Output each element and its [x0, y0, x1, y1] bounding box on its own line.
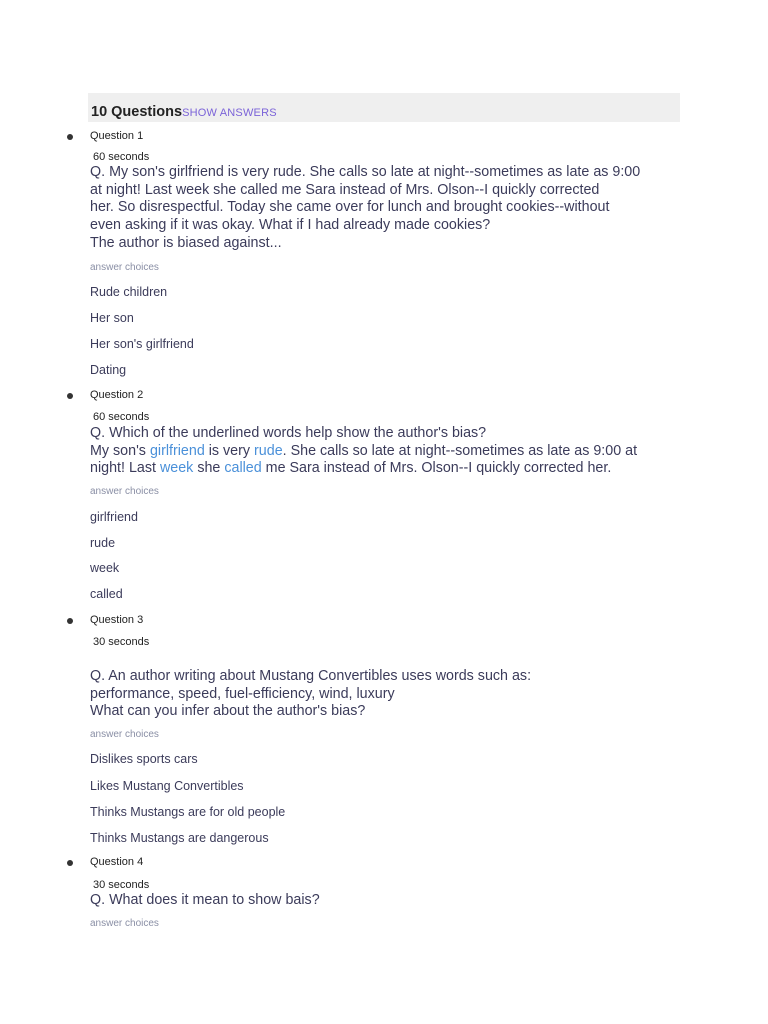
question-text-line: at night! Last week she called me Sara instead of Mrs. Olson--I quickly corrected: [90, 181, 600, 198]
text-span: . She calls so late at night--sometimes as late as 9:00 at: [282, 442, 638, 459]
question-text: [90, 892, 690, 910]
question-text-line: The author is biased against...: [90, 234, 282, 251]
quiz-header: [88, 93, 680, 122]
answer-choices-label: answer choices: [90, 729, 159, 740]
question-label: Question 4: [90, 856, 144, 868]
underlined-word-girlfriend: girlfriend: [149, 442, 205, 459]
answer-choice[interactable]: Her son: [90, 311, 134, 325]
answer-choices-label: answer choices: [90, 262, 159, 273]
question-text-line: [90, 460, 690, 478]
underlined-word-week: week: [159, 460, 194, 477]
answer-choice[interactable]: rude: [90, 536, 116, 550]
question-text-line: Q. An author writing about Mustang Convertibles uses words such as:: [90, 668, 532, 684]
answer-choice[interactable]: Likes Mustang Convertibles: [90, 779, 244, 793]
bullet-icon: [67, 618, 73, 624]
answer-choice[interactable]: week: [90, 561, 120, 575]
question-label: Question 1: [90, 130, 144, 142]
question-label: Question 3: [90, 614, 144, 626]
bullet-icon: [67, 860, 73, 866]
question-label: Question 2: [90, 389, 144, 401]
question-text-line: What can you infer about the author's bias?: [90, 703, 366, 720]
question-time: 30 seconds: [93, 879, 150, 891]
answer-choice[interactable]: Dating: [90, 363, 127, 377]
question-time: 30 seconds: [93, 636, 150, 648]
question-text: [90, 425, 690, 478]
bullet-icon: [67, 393, 73, 399]
quiz-title: [91, 104, 277, 120]
answer-choice[interactable]: girlfriend: [90, 510, 138, 524]
question-text: [90, 668, 690, 721]
text-span: night! Last: [90, 460, 160, 477]
question-text-line: performance, speed, fuel-efficiency, wind, luxury: [90, 685, 395, 702]
answer-choice[interactable]: Rude children: [90, 285, 168, 299]
show-answers-link[interactable]: SHOW ANSWERS: [182, 107, 277, 119]
answer-choice[interactable]: called: [90, 587, 123, 601]
answer-choices-label: answer choices: [90, 486, 159, 497]
question-time: 60 seconds: [93, 151, 150, 163]
underlined-word-called: called: [224, 460, 262, 477]
question-text: [90, 164, 690, 253]
answer-choice[interactable]: Thinks Mustangs are dangerous: [90, 831, 269, 845]
question-time: 60 seconds: [93, 411, 150, 423]
text-span: she: [193, 460, 225, 477]
text-span: me Sara instead of Mrs. Olson--I quickly corrected her.: [261, 460, 612, 477]
answer-choices-label: answer choices: [90, 918, 159, 929]
answer-choice[interactable]: Her son's girlfriend: [90, 337, 194, 351]
question-text-line: even asking if it was okay. What if I had already made cookies?: [90, 217, 491, 234]
question-text-line: Q. What does it mean to show bais?: [90, 892, 320, 908]
answer-choice[interactable]: Thinks Mustangs are for old people: [90, 805, 286, 819]
question-text-line: [90, 443, 690, 461]
question-text-line: her. So disrespectful. Today she came over for lunch and brought cookies--without: [90, 199, 610, 216]
question-text-line: Q. Which of the underlined words help show the author's bias?: [90, 425, 487, 441]
text-span: My son's: [90, 442, 150, 459]
answer-choice[interactable]: Dislikes sports cars: [90, 752, 198, 766]
text-span: is very: [204, 442, 255, 459]
question-text-line: Q. My son's girlfriend is very rude. She calls so late at night--sometimes as late as 9:00: [90, 164, 641, 180]
question-count: 10 Questions: [91, 104, 183, 120]
underlined-word-rude: rude: [254, 442, 283, 459]
bullet-icon: [67, 134, 73, 140]
